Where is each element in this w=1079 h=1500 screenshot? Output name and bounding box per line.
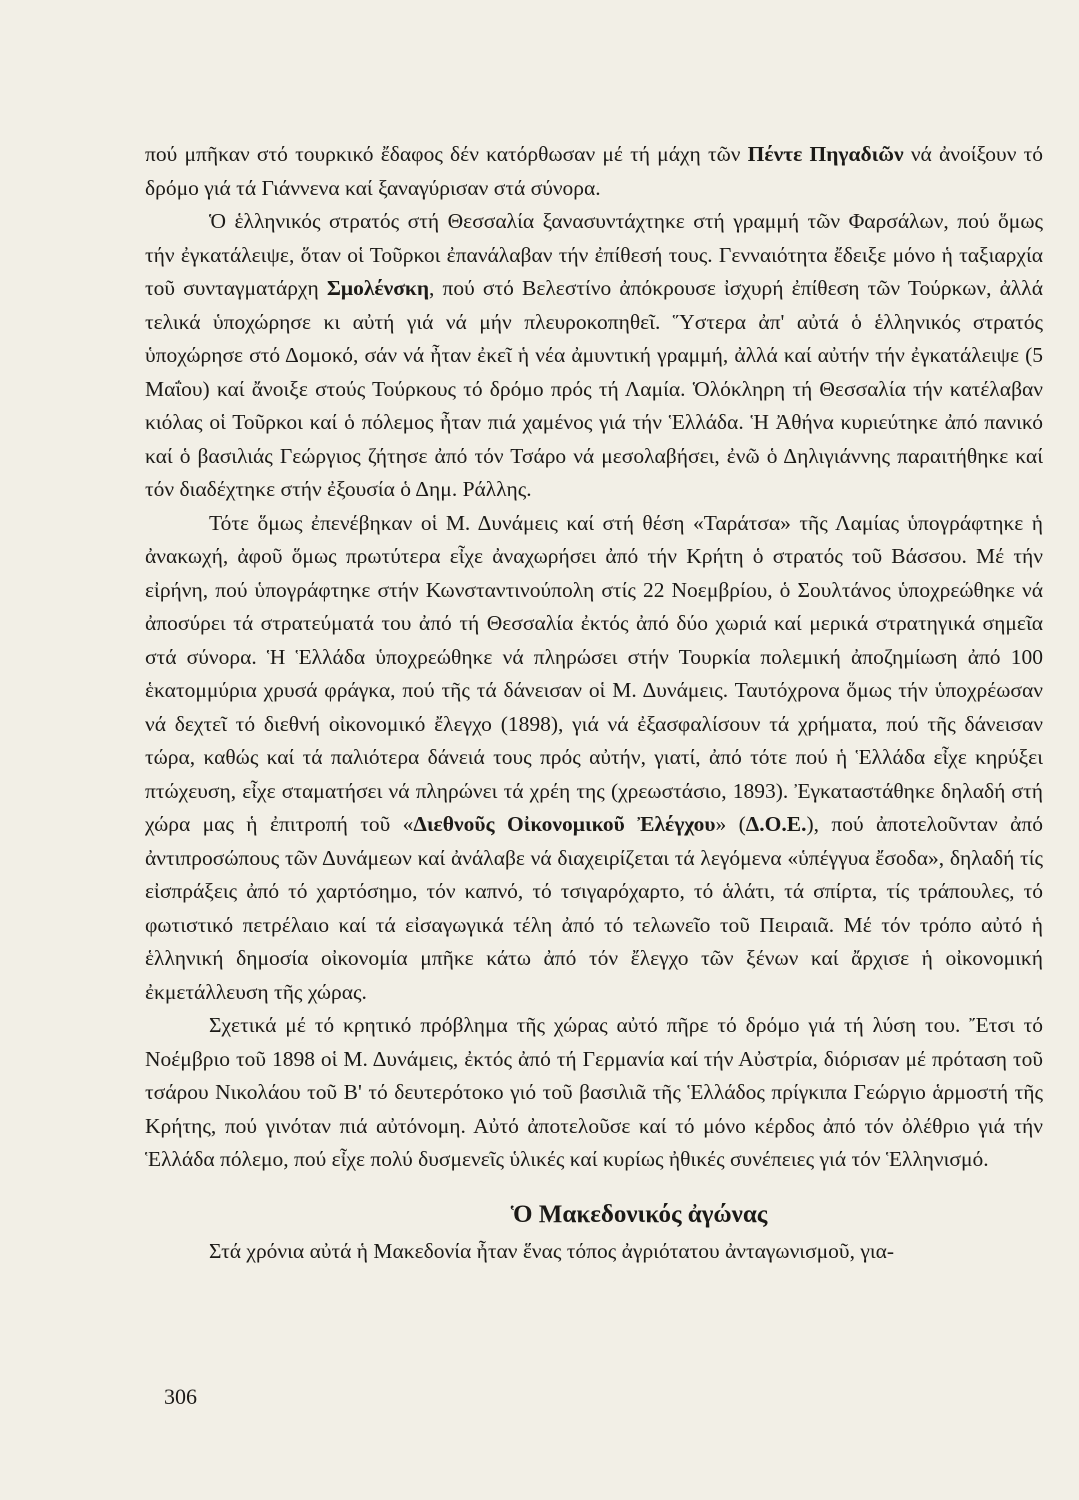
text-run: » ( [715,812,746,836]
text-run: νά ἀνοίξουν τό δρόμο γιά τά Γιάννενα καί ξαναγύρισαν στά σύνορα. [145,142,1044,200]
text-run: ), πού ἀποτελοῦνταν ἀπό ἀντιπροσώπους τῶν Δυνάμεων καί ἀνάλαβε νά διαχειρίζεται τά λεγόμενα «ὑπέγγυα ἔσοδα», δηλαδή τίς εἰσπράξεις ἀπό τό χαρτόσημο, τόν καπνό, τό τσιγαρόχαρτο, τό ἁλάτι, τά σπίρτα, τίς τράπουλες, τό φωτιστικό πετρέλαιο καί τά εἰσαγωγικά τέλη ἀπό τό τελωνεῖο τοῦ Πειραιᾶ. Μέ τόν τρόπο αὐτό ἡ ἑλληνική δημοσία οἰκονομία μπῆκε κάτω ἀπό τόν ἔλεγχο τῶν ξένων καί ἄρχισε ἡ οἰκονομική ἐκμετάλλευση τῆς χώρας. [145,812,1044,1004]
text-run: πού μπῆκαν στό τουρκικό ἔδαφος δέν κατόρθωσαν μέ τή μάχη τῶν [145,142,748,166]
text-run: Τότε ὅμως ἐπενέβηκαν οἱ Μ. Δυνάμεις καί στή θέση «Ταράτσα» τῆς Λαμίας ὑπογράφτηκε ἡ ἀνακωχή, ἀφοῦ ὅμως πρωτύτερα εἶχε ἀναχωρήσει ἀπό τήν Κρήτη ὁ στρατός τοῦ Βάσσου. Μέ τήν εἰρήνη, πού ὑπογράφτηκε στήν Κωνσταντινούπολη στίς 22 Νοεμβρίου, ὁ Σουλτάνος ὑποχρεώθηκε νά ἀποσύρει τά στρατεύματά του ἀπό τή Θεσσαλία ἐκτός ἀπό δύο χωριά καί μερικά στρατηγικά σημεῖα στά σύνορα. Ἡ Ἑλλάδα ὑποχρεώθηκε νά πληρώσει στήν Τουρκία πολεμική ἀποζημίωση ἀπό 100 ἑκατομμύρια χρυσά φράγκα, πού τῆς τά δάνεισαν οἱ Μ. Δυνάμεις. Ταυτόχρονα ὅμως τήν ὑποχρέωσαν νά δεχτεῖ τό διεθνή οἰκονομικό ἔλεγχο (1898), γιά νά ἐξασφαλίσουν τά χρήματα, πού τῆς δάνεισαν τώρα, καθώς καί τά παλιότερα δάνειά τους πρός αὐτήν, γιατί, ἀπό τότε πού ἡ Ἑλλάδα εἶχε κηρύξει πτώχευση, εἶχε σταματήσει νά πληρώνει τά χρέη της (χρεωστάσιο, 1893). Ἐγκαταστάθηκε δηλαδή στή χώρα μας ἡ ἐπιτροπή τοῦ « [145,510,1043,836]
bold-term: Διεθνοῦς Οἰκονομικοῦ Ἐλέγχου [413,812,716,836]
paragraph [145,1009,1043,1177]
text-run: Σχετικά μέ τό κρητικό πρόβλημα τῆς χώρας αὐτό πῆρε τό δρόμο γιά τή λύση του. Ἔτσι τό Νοέμβριο τοῦ 1898 οἱ Μ. Δυνάμεις, ἐκτός ἀπό τή Γερμανία καί τήν Αὐστρία, διόρισαν μέ πρόταση τοῦ τσάρου Νικολάου τοῦ Β' τό δευτερότοκο γιό τοῦ βασιλιᾶ τῆς Ἑλλάδος πρίγκιπα Γεώργιο ἁρμοστή τῆς Κρήτης, πού γινόταν πιά αὐτόνομη. Αὐτό ἀποτελοῦσε καί τό μόνο κέρδος ἀπό τόν ὀλέθριο γιά τήν Ἑλλάδα πόλεμο, πού εἶχε πολύ δυσμενεῖς ὑλικές καί κυρίως ἠθικές συνέπειες γιά τόν Ἑλληνισμό. [145,1013,1043,1171]
paragraph: Στά χρόνια αὐτά ἡ Μακεδονία ἦταν ἕνας τόπος ἀγριότατου ἀνταγωνισμοῦ, για- [209,1238,895,1263]
body-text [145,138,1043,1268]
text-run: , πού στό Βελεστίνο ἀπόκρουσε ἰσχυρή ἐπίθεση τῶν Τούρκων, ἀλλά τελικά ὑποχώρησε κι αὐτή γιά νά μήν πλευροκοπηθεῖ. Ὕστερα ἀπ' αὐτά ὁ ἑλληνικός στρατός ὑποχώρησε στό Δομοκό, σάν νά ἦταν ἐκεῖ ἡ νέα ἀμυντική γραμμή, ἀλλά καί αὐτήν τήν ἐγκατάλειψε (5 Μαΐου) καί ἄνοιξε στούς Τούρκους τό δρόμο πρός τή Λαμία. Ὁλόκληρη τή Θεσσαλία τήν κατέλαβαν κιόλας οἱ Τοῦρκοι καί ὁ πόλεμος ἦταν πιά χαμένος γιά τήν Ἑλλάδα. Ἡ Ἀθήνα κυριεύτηκε ἀπό πανικό καί ὁ βασιλιάς Γεώργιος ζήτησε ἀπό τόν Τσάρο νά μεσολαβήσει, ἐνῶ ὁ Δηλιγιάννης παραιτήθηκε καί τόν διαδέχτηκε στήν ἐξουσία ὁ Δημ. Ράλλης. [145,276,1043,501]
bold-term: Δ.Ο.Ε. [745,812,807,836]
paragraph [145,205,1043,507]
page-number: 306 [164,1384,197,1409]
text-run: Ὁ ἑλληνικός στρατός στή Θεσσαλία ξανασυντάχτηκε στή γραμμή τῶν Φαρσάλων, πού ὅμως τήν ἐγκατάλειψε, ὅταν οἱ Τοῦρκοι ἐπανάλαβαν τήν ἐπίθεσή τους. Γενναιότητα ἔδειξε μόνο ἡ ταξιαρχία τοῦ συνταγματάρχη [145,209,1043,300]
section-heading: Ὁ Μακεδονικός ἀγώνας [510,1200,768,1228]
bold-term: Πέντε Πηγαδιῶν [747,142,904,166]
paragraph [145,507,1043,1010]
paragraph [145,138,1043,205]
bold-term: Σμολένσκη [326,276,430,300]
